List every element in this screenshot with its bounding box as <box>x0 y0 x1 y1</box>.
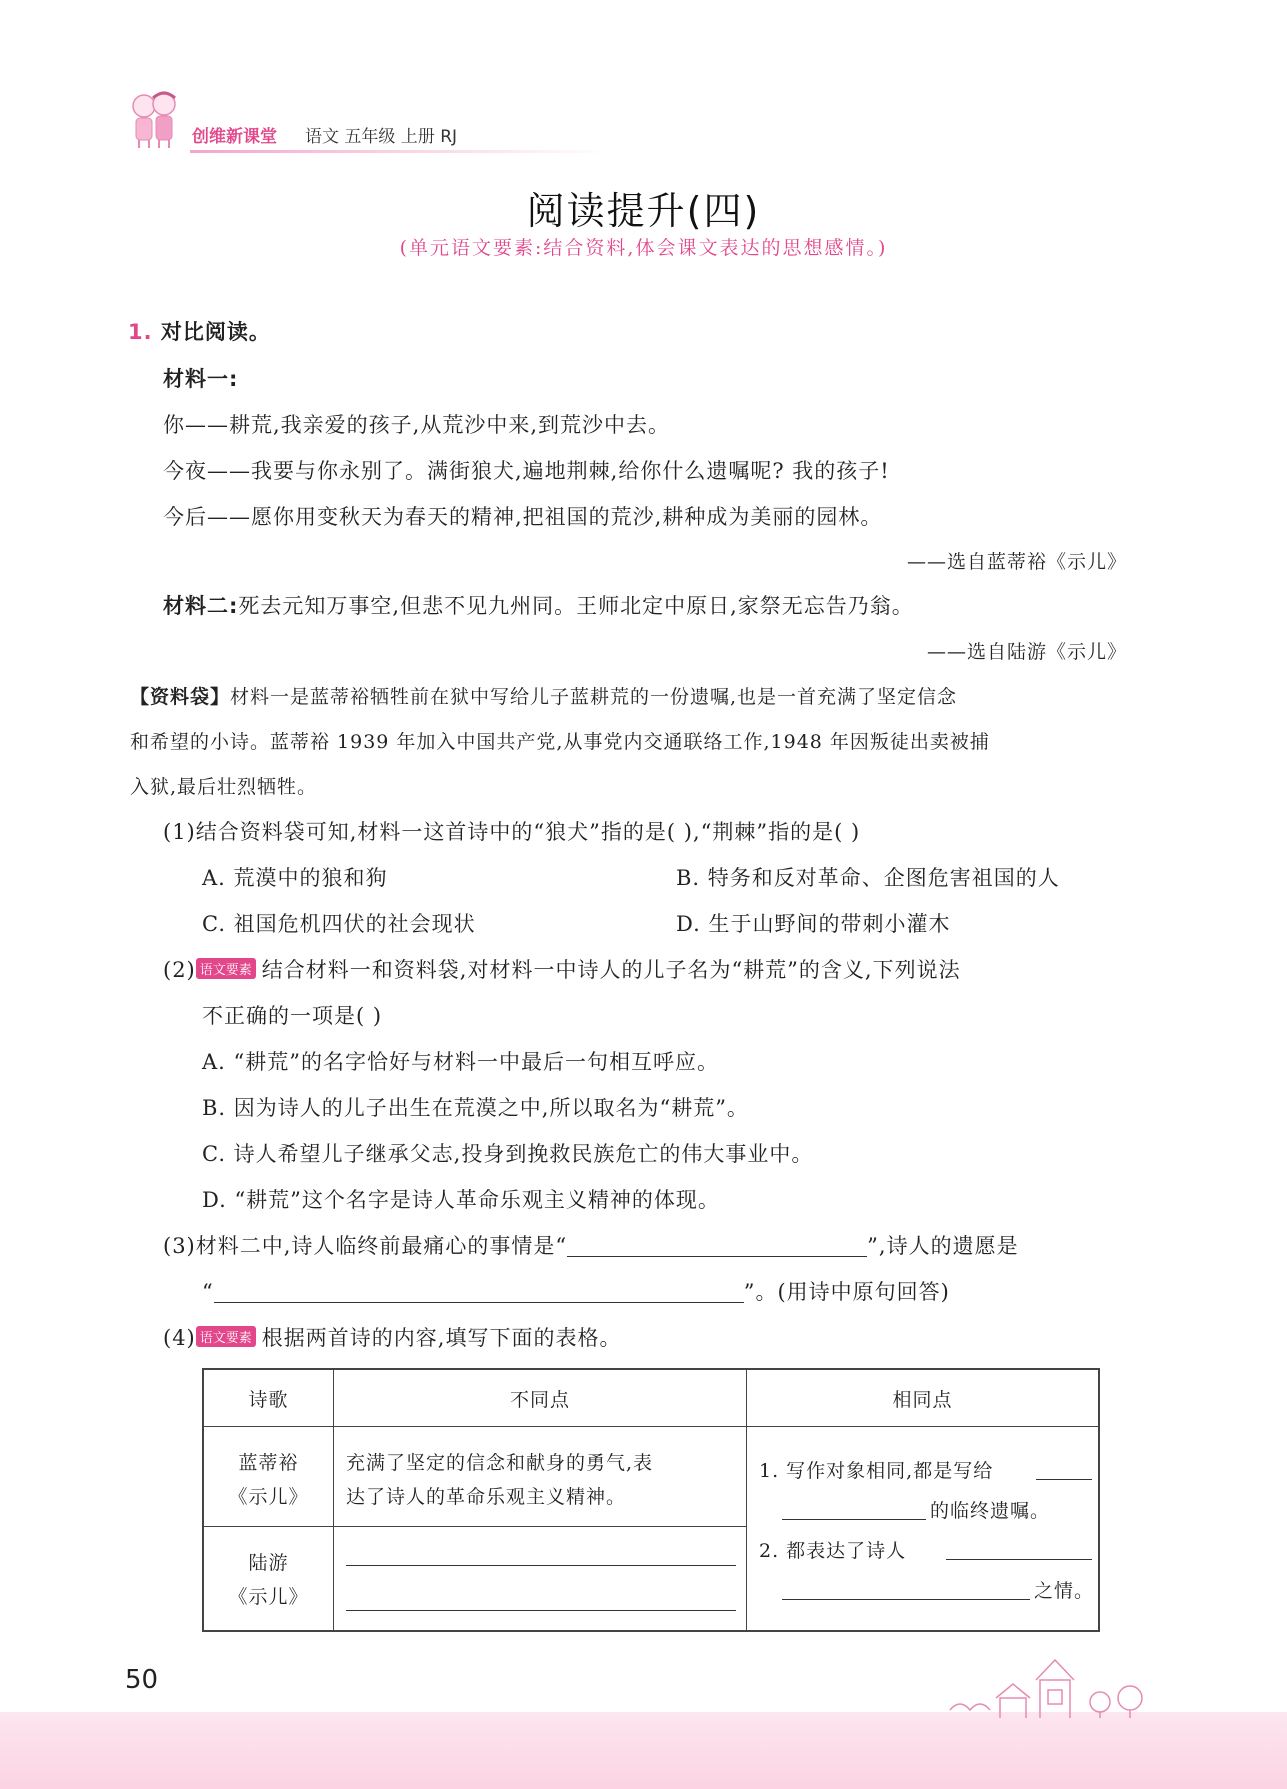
sub3-text: ”,诗人的遗愿是 <box>867 1234 1019 1258</box>
common-point-2-blank-a[interactable] <box>946 1559 1092 1560</box>
info-bag-line: 和希望的小诗。蓝蒂裕 1939 年加入中国共产党,从事党内交通联络工作,1948 年因叛徒出卖被捕 <box>130 731 990 753</box>
page-subtitle: (单元语文要素:结合资料,体会课文表达的思想感情。) <box>399 237 888 259</box>
sub4-stem <box>163 1322 621 1352</box>
book-info: 语文 五年级 上册 RJ <box>305 127 458 147</box>
common-point-1-end: 的临终遗嘱。 <box>930 1500 1051 1522</box>
material1-source: ——选自蓝蒂裕《示儿》 <box>906 551 1127 573</box>
common-point-2: 2. 都表达了诗人 <box>759 1540 907 1562</box>
common-point-1: 1. 写作对象相同,都是写给 <box>759 1460 994 1482</box>
common-point-1-blank-a[interactable] <box>1036 1479 1092 1480</box>
page-number: 50 <box>125 1665 159 1695</box>
sub3-line1 <box>163 1230 1019 1260</box>
page-title: 阅读提升(四) <box>526 189 761 233</box>
row1-poem-title: 《示儿》 <box>228 1486 309 1508</box>
material2-source: ——选自陆游《示儿》 <box>926 641 1127 663</box>
brand-name: 创维新课堂 <box>192 127 277 147</box>
sub1-option-b[interactable]: B. 特务和反对革命、企图危害祖国的人 <box>676 866 1060 890</box>
sub1-option-d[interactable]: D. 生于山野间的带刺小灌木 <box>676 912 951 936</box>
common-point-2-end: 之情。 <box>1034 1580 1095 1602</box>
sub4-tag: 语文要素 <box>196 1326 256 1347</box>
material1-line: 今后——愿你用变秋天为春天的精神,把祖国的荒沙,耕种成为美丽的园林。 <box>163 505 883 529</box>
info-bag-line <box>130 682 957 709</box>
sub2-tag: 语文要素 <box>196 958 256 979</box>
row2-poem-author: 陆游 <box>248 1552 289 1574</box>
sub3-answer-blank-1[interactable] <box>567 1234 867 1257</box>
sub3-line2 <box>202 1276 950 1306</box>
sub3-answer-blank-2[interactable] <box>214 1280 744 1303</box>
comparison-table <box>202 1368 1100 1632</box>
table-divider <box>204 1526 746 1527</box>
row2-poem-title: 《示儿》 <box>228 1586 309 1608</box>
sub2-stem-text: 结合材料一和资料袋,对材料一中诗人的儿子名为“耕荒”的含义,下列说法 <box>261 958 961 982</box>
header-divider <box>190 150 610 153</box>
info-bag-line: 入狱,最后壮烈牺牲。 <box>130 776 318 798</box>
sub2-stem <box>163 954 961 984</box>
common-point-2-blank-b[interactable] <box>782 1599 1030 1600</box>
material2 <box>163 590 914 620</box>
sub2-stem-line2: 不正确的一项是( ) <box>202 1004 383 1028</box>
sub2-option-d[interactable]: D. “耕荒”这个名字是诗人革命乐观主义精神的体现。 <box>202 1188 720 1212</box>
row2-difference-blank-2[interactable] <box>346 1610 736 1611</box>
sub3-text: (3)材料二中,诗人临终前最痛心的事情是“ <box>163 1234 568 1258</box>
row1-difference-text: 充满了坚定的信念和献身的勇气,表 <box>346 1452 654 1474</box>
question-heading <box>128 316 271 346</box>
table-divider <box>204 1426 1098 1427</box>
sub1-option-a[interactable]: A. 荒漠中的狼和狗 <box>202 866 388 890</box>
question-title: 对比阅读。 <box>160 320 271 344</box>
table-header-common: 相同点 <box>892 1389 953 1411</box>
material2-label: 材料二: <box>163 594 239 618</box>
sub3-text: ”。(用诗中原句回答) <box>743 1280 950 1304</box>
material1-line: 今夜——我要与你永别了。满街狼犬,遍地荆棘,给你什么遗嘱呢? 我的孩子! <box>163 459 890 483</box>
table-header-difference: 不同点 <box>509 1389 570 1411</box>
row1-poem-author: 蓝蒂裕 <box>238 1452 299 1474</box>
info-bag-text: 材料一是蓝蒂裕牺牲前在狱中写给儿子蓝耕荒的一份遗嘱,也是一首充满了坚定信念 <box>230 686 958 708</box>
sub2-option-c[interactable]: C. 诗人希望儿子继承父志,投身到挽救民族危亡的伟大事业中。 <box>202 1142 814 1166</box>
material1-label: 材料一: <box>163 367 239 391</box>
sub3-text: “ <box>202 1280 214 1304</box>
page-header <box>120 70 720 150</box>
row2-difference-blank-1[interactable] <box>346 1565 736 1566</box>
info-bag-label: 【资料袋】 <box>130 686 231 708</box>
sub4-stem-text: 根据两首诗的内容,填写下面的表格。 <box>261 1326 622 1350</box>
castle-decoration-icon <box>930 1650 1160 1720</box>
sub4-prefix: (4) <box>163 1326 196 1350</box>
row1-difference-text: 达了诗人的革命乐观主义精神。 <box>346 1486 627 1508</box>
sub1-option-c[interactable]: C. 祖国危机四伏的社会现状 <box>202 912 476 936</box>
sub1-stem: (1)结合资料袋可知,材料一这首诗中的“狼犬”指的是( ),“荆棘”指的是( ) <box>163 820 861 844</box>
footer-band <box>0 1712 1287 1789</box>
material1-line: 你——耕荒,我亲爱的孩子,从荒沙中来,到荒沙中去。 <box>163 413 671 437</box>
sub2-prefix: (2) <box>163 958 196 982</box>
common-point-1-blank-b[interactable] <box>782 1519 926 1520</box>
question-number: 1. <box>128 320 153 344</box>
mascot-kids-icon <box>124 88 184 150</box>
table-header-poem: 诗歌 <box>248 1389 289 1411</box>
sub2-option-b[interactable]: B. 因为诗人的儿子出生在荒漠之中,所以取名为“耕荒”。 <box>202 1096 749 1120</box>
sub2-option-a[interactable]: A. “耕荒”的名字恰好与材料一中最后一句相互呼应。 <box>202 1050 719 1074</box>
material2-text: 死去元知万事空,但悲不见九州同。王师北定中原日,家祭无忘告乃翁。 <box>238 594 914 618</box>
